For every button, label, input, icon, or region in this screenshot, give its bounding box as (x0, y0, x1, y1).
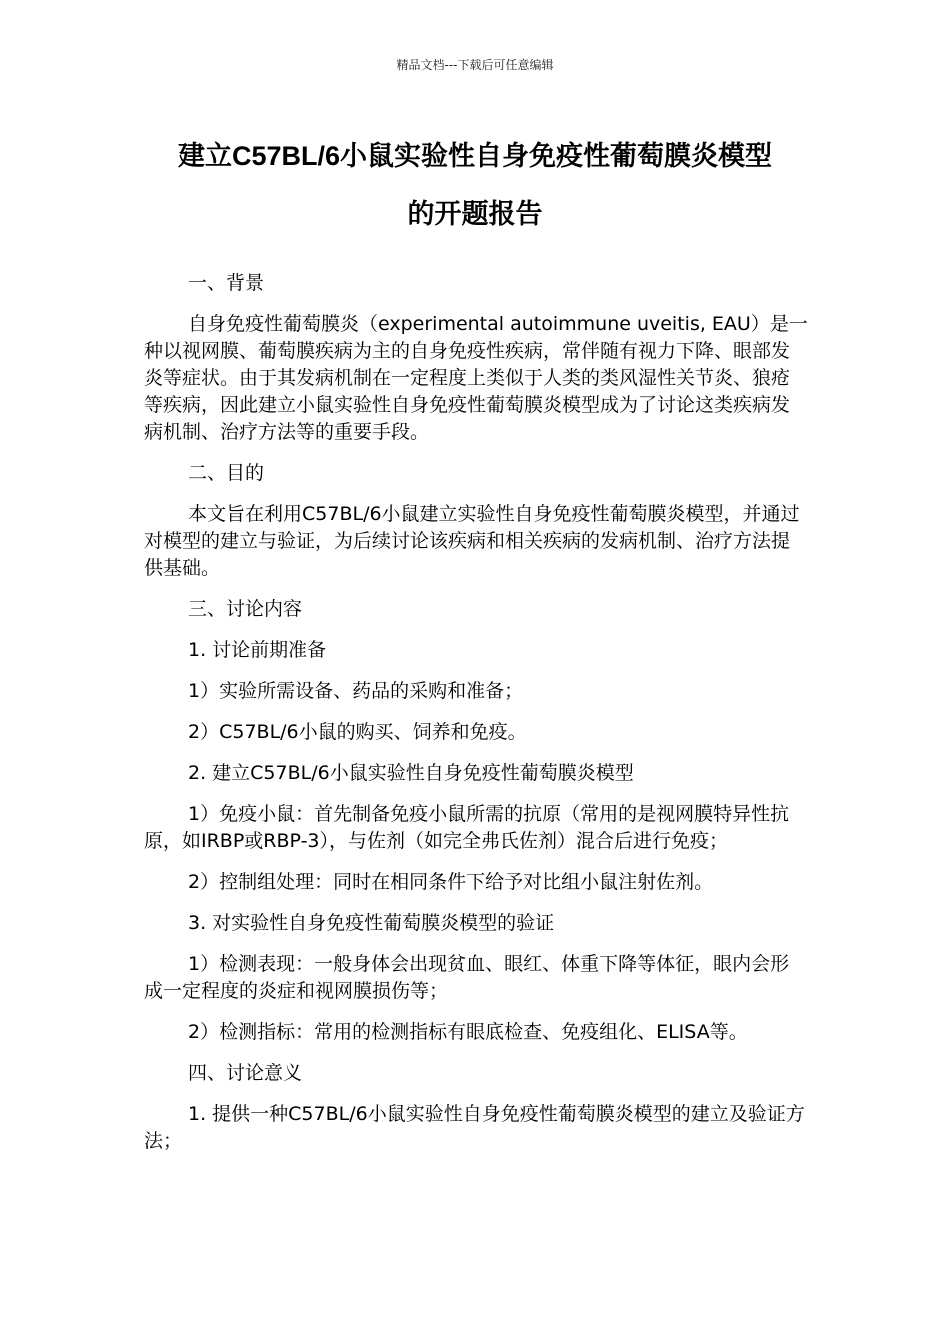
document-body (144, 270, 808, 1169)
section-heading-purpose: 二、目的 (188, 462, 265, 484)
subheading-model-building: 2. 建立C57BL/6小鼠实验性自身免疫性葡萄膜炎模型 (188, 762, 634, 784)
list-item: 1）实验所需设备、药品的采购和准备； (188, 680, 524, 702)
document-title-line-1: 建立C57BL/6小鼠实验性自身免疫性葡萄膜炎模型 (177, 141, 773, 171)
list-item: 2）检测指标：常用的检测指标有眼底检查、免疫组化、ELISA等。 (188, 1021, 748, 1043)
list-item: 1）检测表现：一般身体会出现贫血、眼红、体重下降等体征，眼内会形成一定程度的炎症和视网膜损伤等； (144, 953, 790, 1002)
section-heading-background: 一、背景 (188, 272, 265, 294)
list-item: 1）免疫小鼠：首先制备免疫小鼠所需的抗原（常用的是视网膜特异性抗原，如IRBP或RBP-3），与佐剂（如完全弗氏佐剂）混合后进行免疫； (144, 803, 790, 852)
document-title-line-2: 的开题报告 (407, 199, 543, 229)
paragraph-purpose: 本文旨在利用C57BL/6小鼠建立实验性自身免疫性葡萄膜炎模型，并通过对模型的建立与验证，为后续讨论该疾病和相关疾病的发病机制、治疗方法提供基础。 (144, 503, 800, 579)
subheading-validation: 3. 对实验性自身免疫性葡萄膜炎模型的验证 (188, 912, 555, 934)
list-item: 1. 提供一种C57BL/6小鼠实验性自身免疫性葡萄膜炎模型的建立及验证方法； (144, 1103, 805, 1152)
list-item: 2）控制组处理：同时在相同条件下给予对比组小鼠注射佐剂。 (188, 871, 714, 893)
subheading-preparation: 1. 讨论前期准备 (188, 639, 327, 661)
list-item: 2）C57BL/6小鼠的购买、饲养和免疫。 (188, 721, 527, 743)
paragraph-background: 自身免疫性葡萄膜炎（experimental autoimmune uveitis, EAU）是一种以视网膜、葡萄膜疾病为主的自身免疫性疾病，常伴随有视力下降、眼部发炎等症状。由于其发病机制在一定程度上类似于人类的类风湿性关节炎、狼疮等疾病，因此建立小鼠实验性自身免疫性葡萄膜炎模型成为了讨论这类疾病发病机制、治疗方法等的重要手段。 (144, 313, 808, 443)
header-note: 精品文档---下载后可任意编辑 (396, 58, 554, 72)
section-heading-content: 三、讨论内容 (188, 598, 303, 620)
section-heading-significance: 四、讨论意义 (188, 1062, 303, 1084)
